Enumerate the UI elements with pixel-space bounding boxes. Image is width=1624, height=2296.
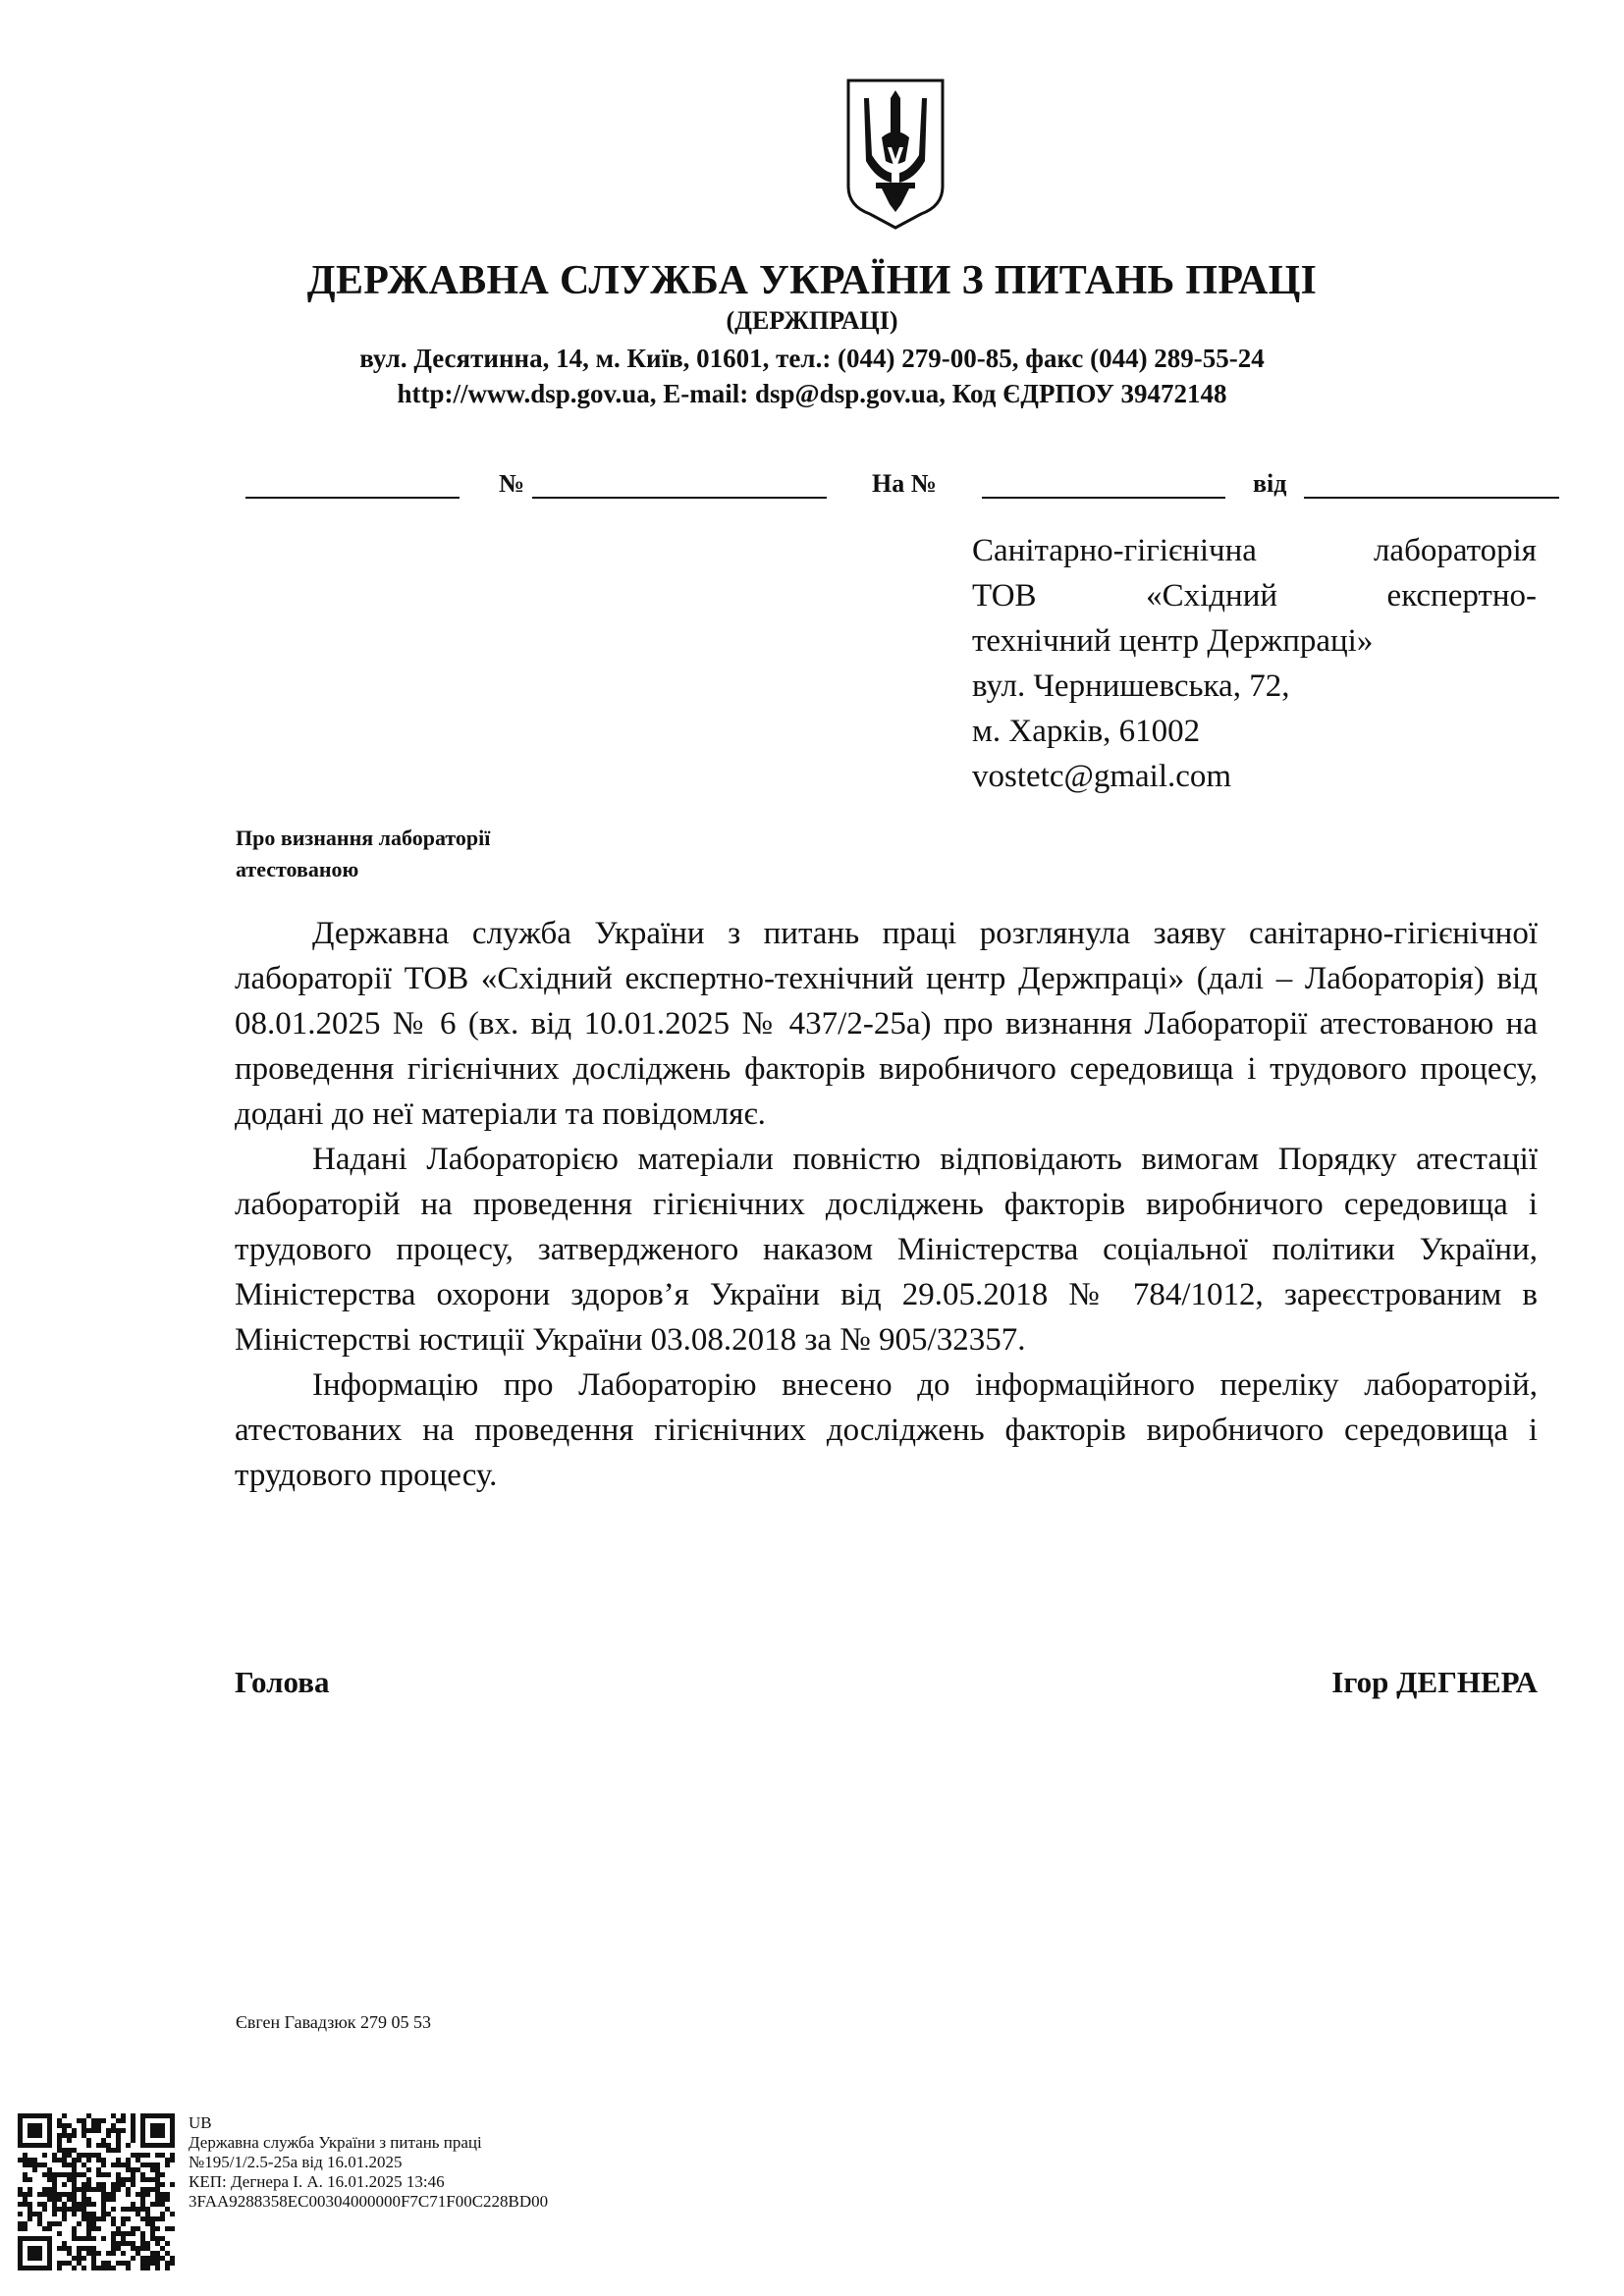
date-blank bbox=[245, 497, 460, 499]
stamp-line: 3FAA9288358EC00304000000F7C71F00C228BD00 bbox=[189, 2192, 549, 2211]
subject-line: атестованою bbox=[236, 857, 359, 881]
in-reply-label: На № bbox=[872, 469, 937, 498]
addressee-line: м. Харків, 61002 bbox=[972, 714, 1201, 749]
organization-name: ДЕРЖАВНА СЛУЖБА УКРАЇНИ З ПИТАНЬ ПРАЦІ bbox=[306, 258, 1318, 303]
organization-address: вул. Десятинна, 14, м. Київ, 01601, тел.: (044) 279-00-85, факс (044) 289-55-24 bbox=[359, 344, 1265, 373]
letter-subject bbox=[236, 823, 628, 885]
e-signature-stamp bbox=[189, 2113, 548, 2212]
stamp-line: Державна служба України з питань праці bbox=[189, 2133, 482, 2152]
addressee-block bbox=[972, 528, 1537, 799]
reference-line bbox=[0, 469, 1624, 508]
body-paragraph: Державна служба України з питань праці розглянула заяву санітарно-гігієнічної лабораторії ТОВ «Східний експертно-технічний центр Держпраці» (далі – Лабораторія) від 08.01.2025 № 6 (вх. від 10.01.2025 № 437/2-25а) про визнання Лабораторії атестованою на проведення гігієнічних досліджень факторів виробничого середовища і трудового процесу, додані до неї матеріали та повідомляє. bbox=[235, 916, 1538, 1132]
stamp-line: №195/1/2.5-25а від 16.01.2025 bbox=[189, 2153, 403, 2171]
subject-line: Про визнання лабораторії bbox=[236, 826, 491, 850]
state-emblem-icon bbox=[842, 77, 948, 231]
number-blank bbox=[532, 497, 827, 499]
body-paragraph: Інформацію про Лабораторію внесено до інформаційного переліку лабораторій, атестованих на проведення гігієнічних досліджень факторів виробничого середовища і трудового процесу. bbox=[235, 1367, 1538, 1493]
executor-contact: Євген Гавадзюк 279 05 53 bbox=[236, 2012, 432, 2032]
from-label: від bbox=[1253, 469, 1287, 498]
qr-code-icon bbox=[18, 2113, 175, 2270]
from-blank bbox=[1304, 497, 1559, 499]
number-label: № bbox=[499, 469, 525, 498]
signatory-name: Ігор ДЕГНЕРА bbox=[1331, 1665, 1538, 1699]
addressee-line: технічний центр Держпраці» bbox=[972, 623, 1374, 659]
signatory-title: Голова bbox=[235, 1665, 330, 1699]
addressee-line: ТОВ «Східний експертно- bbox=[972, 578, 1537, 614]
addressee-email: vostetc@gmail.com bbox=[972, 759, 1232, 794]
stamp-line: UB bbox=[189, 2113, 212, 2132]
addressee-line: вул. Чернишевська, 72, bbox=[972, 668, 1290, 704]
in-reply-blank bbox=[982, 497, 1225, 499]
addressee-line: Санітарно-гігієнічна лабораторія bbox=[972, 533, 1537, 568]
organization-contacts: http://www.dsp.gov.ua, E-mail: dsp@dsp.gov.ua, Код ЄДРПОУ 39472148 bbox=[397, 379, 1227, 408]
body-paragraph: Надані Лабораторією матеріали повністю відповідають вимогам Порядку атестації лабораторій на проведення гігієнічних досліджень факторів виробничого середовища і трудового процесу, затвердженого наказом Міністерства соціальної політики України, Міністерства охорони здоров’я України від 29.05.2018 № 784/1012, зареєстрованим в Міністерстві юстиції України 03.08.2018 за № 905/32357. bbox=[235, 1142, 1538, 1358]
stamp-line: КЕП: Дегнера І. А. 16.01.2025 13:46 bbox=[189, 2172, 445, 2191]
letter-body bbox=[235, 911, 1538, 1498]
organization-short-name: (ДЕРЖПРАЦІ) bbox=[726, 306, 898, 335]
